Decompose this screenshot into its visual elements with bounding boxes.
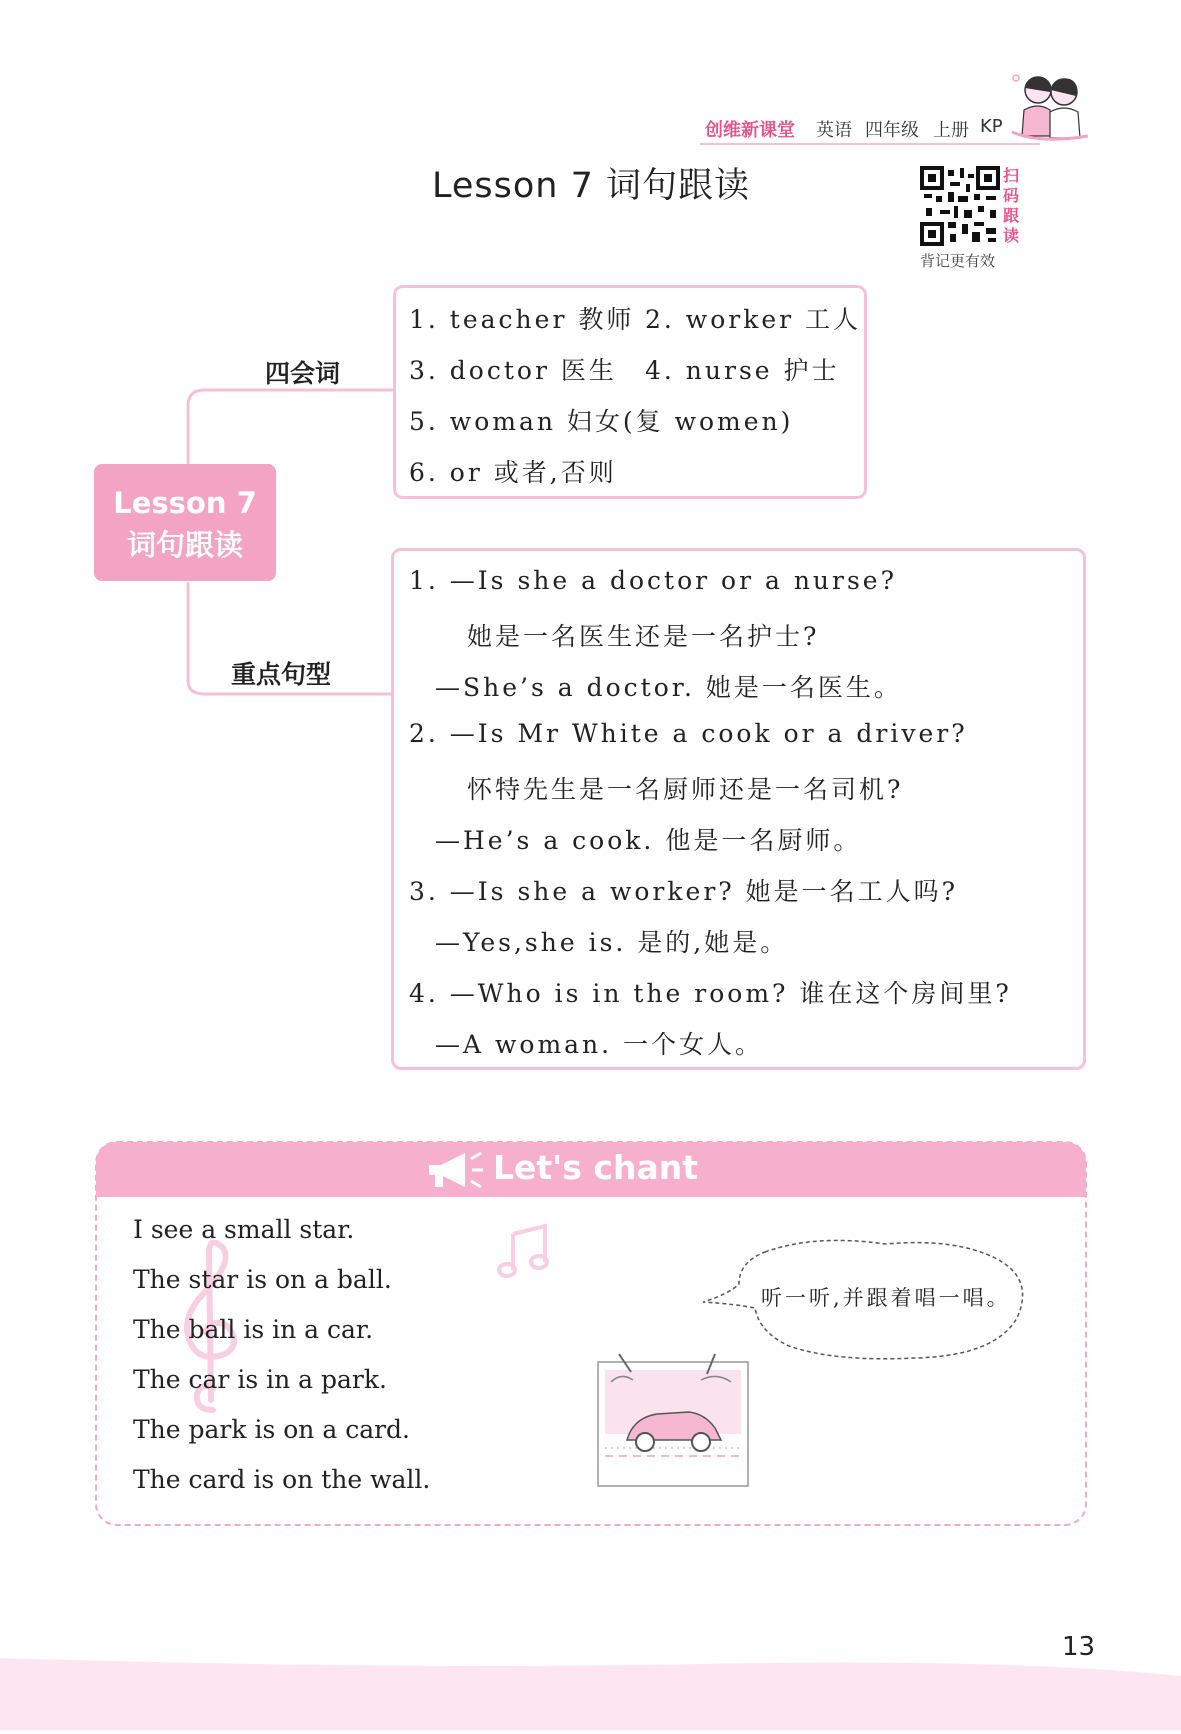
sentence-line: 2. —Is Mr White a cook or a driver? (409, 719, 968, 748)
qr-caption-char: 码 (1003, 186, 1020, 205)
chant-line: The park is on a card. (133, 1415, 411, 1444)
qr-caption-char: 扫 (1003, 166, 1020, 185)
word-item: 4. nurse 护士 (645, 356, 840, 385)
word-item: 2. worker 工人 (645, 305, 862, 334)
word-item: 1. teacher 教师 (409, 305, 635, 334)
word-item: 5. woman 妇女(复 women) (409, 407, 794, 436)
header-subject: 英语 (816, 120, 852, 141)
qr-code[interactable] (920, 166, 1000, 246)
mindmap-center-line1: Lesson 7 (113, 486, 257, 520)
mindmap-center-line2: 词句跟读 (126, 528, 243, 562)
sentence-line: 3. —Is she a worker? 她是一名工人吗? (409, 877, 959, 906)
sentence-line: —She’s a doctor. 她是一名医生。 (435, 673, 902, 702)
sentence-line: —A woman. 一个女人。 (435, 1030, 764, 1059)
chant-line: The ball is in a car. (133, 1315, 374, 1344)
header-volume: 上册 (933, 120, 969, 141)
sentence-line: —He’s a cook. 他是一名厨师。 (435, 826, 862, 855)
sentences-label: 重点句型 (231, 660, 332, 689)
qr-caption (1003, 166, 1023, 246)
header-kids-illustration (1010, 70, 1090, 152)
qr-subtitle: 背记更有效 (920, 252, 996, 270)
header-grade: 四年级 (865, 120, 919, 141)
chant-line: The card is on the wall. (133, 1465, 431, 1494)
word-item: 3. doctor 医生 (409, 356, 617, 385)
bottom-pink-band (0, 1650, 1181, 1730)
sentence-line: —Yes,she is. 是的,她是。 (435, 928, 789, 957)
mindmap-center-node (94, 464, 276, 581)
car-picture (597, 1352, 749, 1488)
qr-caption-char: 跟 (1003, 206, 1020, 225)
megaphone-icon (425, 1149, 485, 1191)
music-note-icon (495, 1222, 555, 1282)
words-label: 四会词 (265, 359, 341, 388)
sentence-line: 4. —Who is in the room? 谁在这个房间里? (409, 979, 1012, 1008)
qr-caption-char: 读 (1003, 226, 1020, 245)
sentence-line: 1. —Is she a doctor or a nurse? (409, 566, 898, 595)
word-item: 6. or 或者,否则 (409, 458, 617, 487)
header-edition: KP (980, 116, 1003, 137)
page-number: 13 (1062, 1632, 1096, 1662)
sentence-line: 她是一名医生还是一名护士? (467, 622, 820, 651)
chant-line: The star is on a ball. (133, 1265, 392, 1294)
header-divider (700, 143, 1040, 145)
chant-line: The car is in a park. (133, 1365, 387, 1394)
sentence-line: 怀特先生是一名厨师还是一名司机? (467, 775, 904, 804)
header-brand: 创维新课堂 (705, 120, 795, 141)
speech-bubble-text: 听一听,并跟着唱一唱。 (761, 1286, 1011, 1310)
page-title: Lesson 7 词句跟读 (432, 166, 751, 206)
chant-title: Let's chant (493, 1148, 699, 1187)
chant-line: I see a small star. (133, 1215, 355, 1244)
